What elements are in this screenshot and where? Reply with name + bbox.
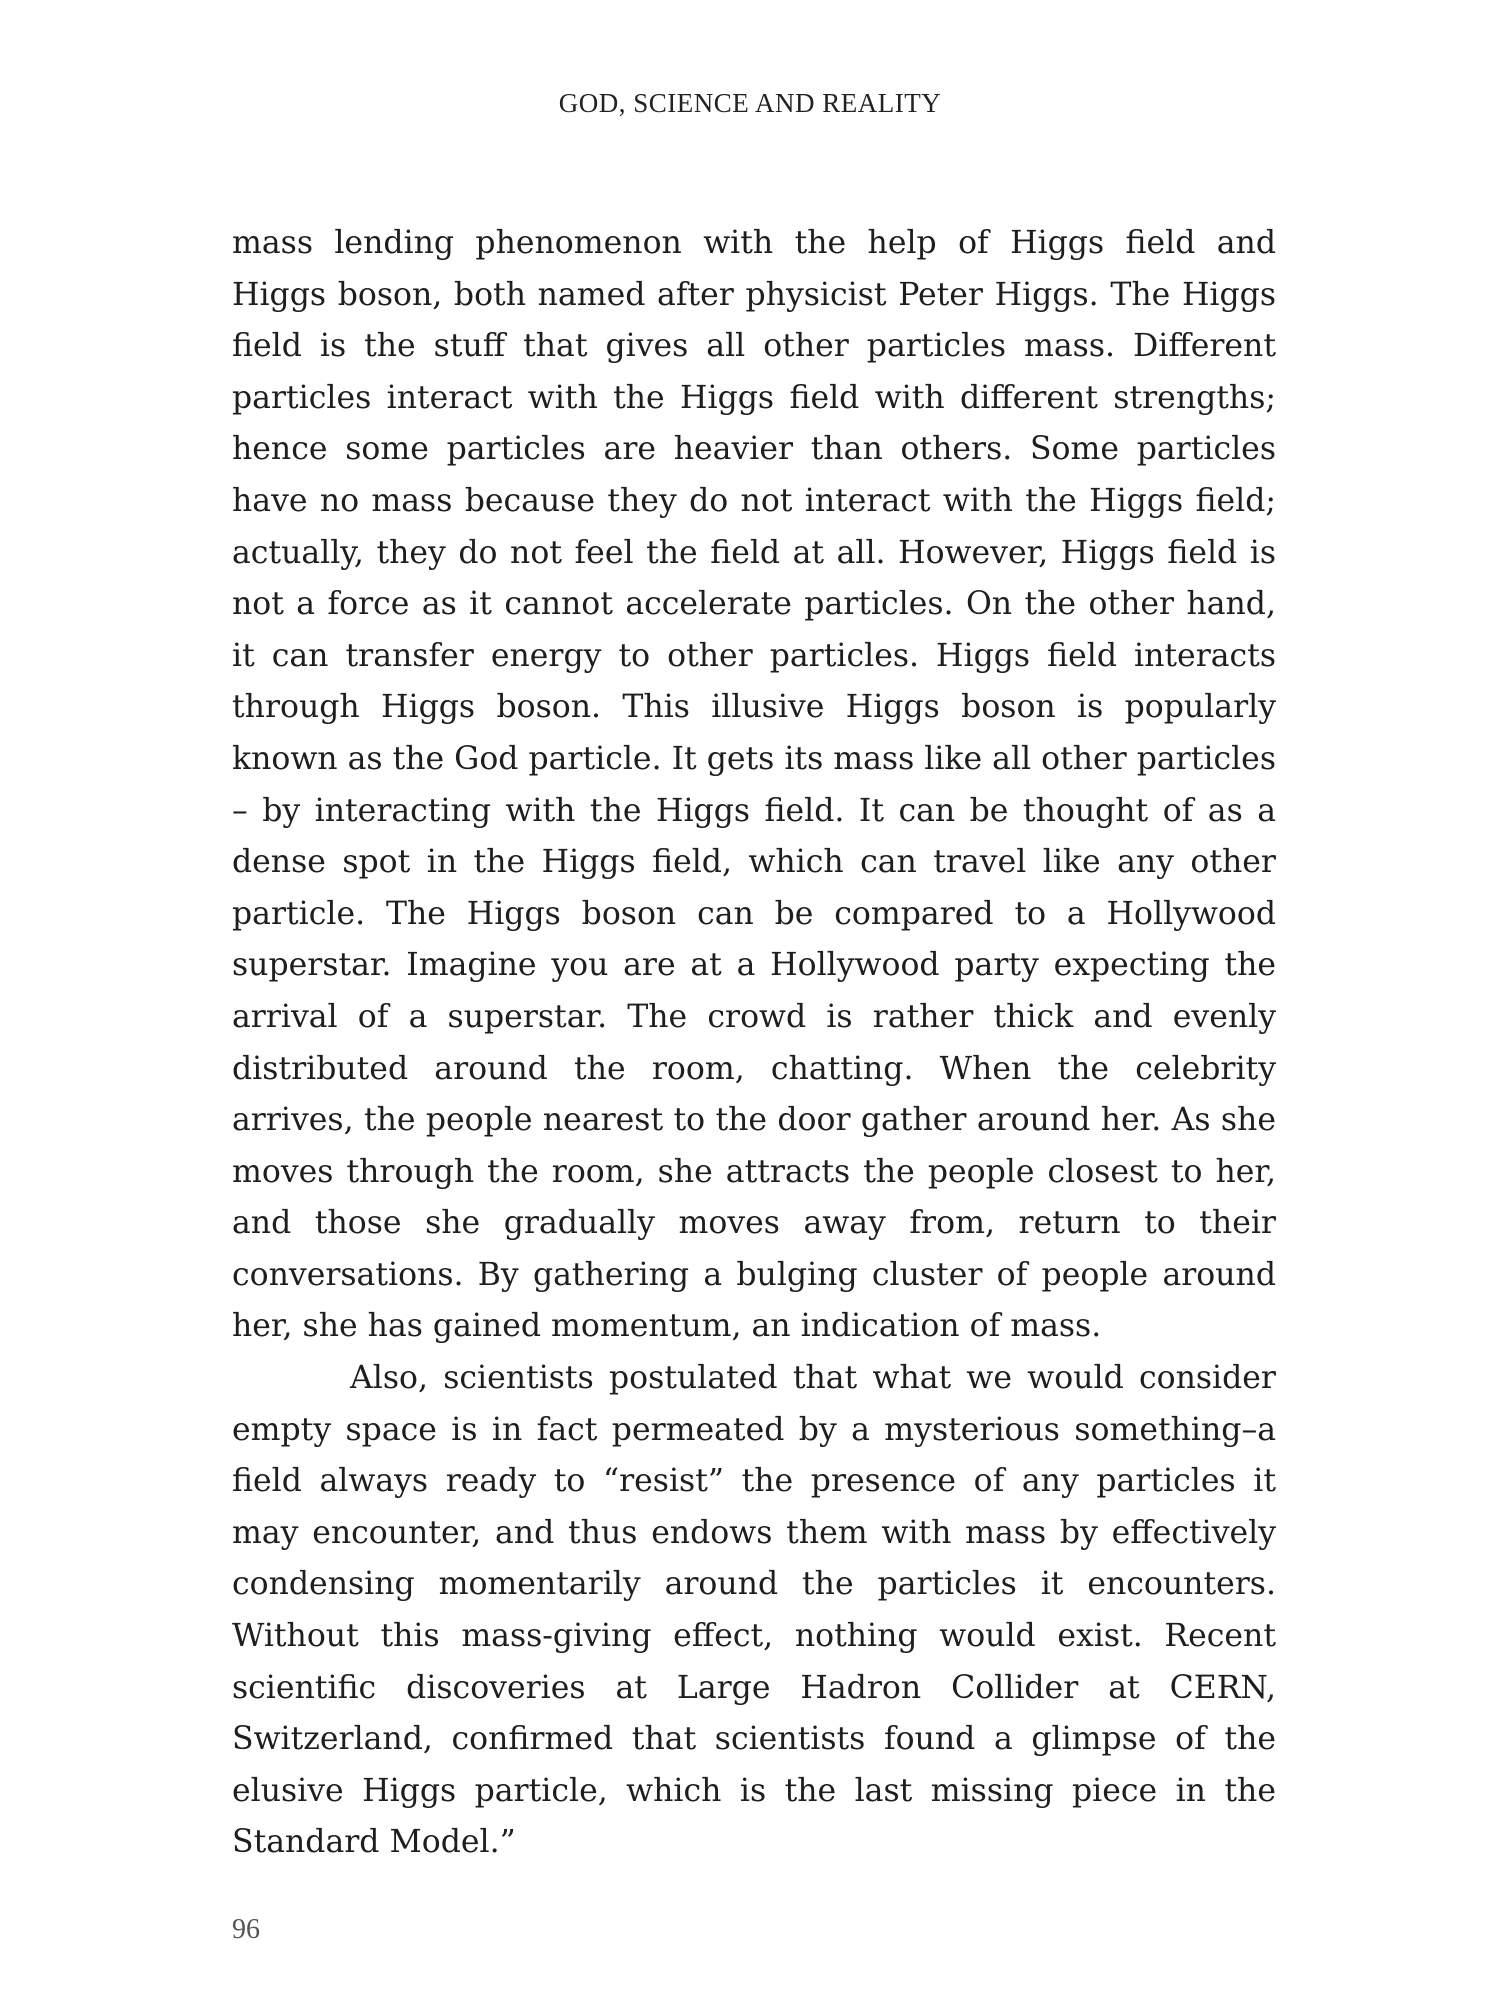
page-number: 96 bbox=[232, 1914, 260, 1945]
running-head-title: GOD, SCIENCE AND REALITY bbox=[558, 88, 942, 118]
body-text bbox=[232, 218, 1276, 1869]
paragraph-standard-model: Also, scientists postulated that what we would consider empty space is in fact permeated by a mysterious something–a field always ready to “resist” the presence of any particles it may encounter, and thus endows them with mass by effectively condensing momentarily around the particles it encounters. Without this mass-giving effect, nothing would exist. Recent scientific discoveries at Large Hadron Collider at CERN, Switzerland, confirmed that scientists found a glimpse of the elusive Higgs particle, which is the last missing piece in the Standard Model.” bbox=[232, 1360, 1276, 1861]
paragraph-continuation: mass lending phenomenon with the help of Higgs field and Higgs boson, both named after physicist Peter Higgs. The Higgs field is the stuff that gives all other particles mass. Different particles interact with the Higgs field with different strengths; hence some particles are heavier than others. Some particles have no mass because they do not interact with the Higgs field; actually, they do not feel the field at all. However, Higgs field is not a force as it cannot accelerate particles. On the other hand, it can transfer energy to other particles. Higgs field interacts through Higgs boson. This illusive Higgs boson is popularly known as the God particle. It gets its mass like all other particles – by interacting with the Higgs field. It can be thought of as a dense spot in the Higgs field, which can travel like any other particle. The Higgs boson can be compared to a Hollywood superstar. Imagine you are at a Hollywood party expecting the arrival of a superstar. The crowd is rather thick and evenly distributed around the room, chatting. When the celebrity arrives, the people nearest to the door gather around her. As she moves through the room, she attracts the people closest to her, and those she gradually moves away from, return to their conversations. By gathering a bulging cluster of people around her, she has gained momentum, an indication of mass. bbox=[232, 225, 1276, 1345]
